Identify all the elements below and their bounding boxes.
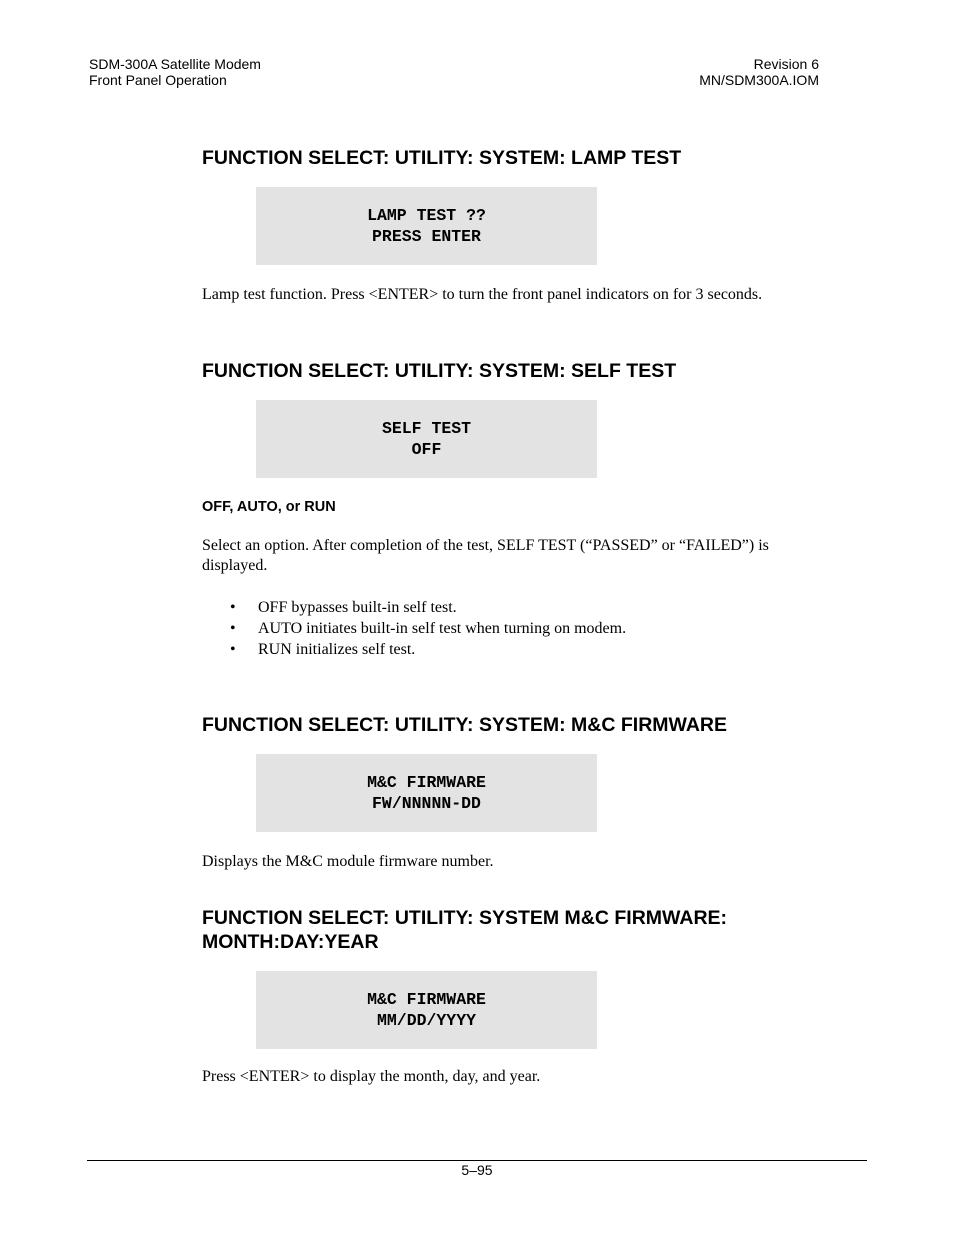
mc-firmware-heading: FUNCTION SELECT: UTILITY: SYSTEM: M&C FIRMWARE [202, 714, 728, 736]
bullet-icon: • [230, 641, 236, 658]
heading-line-2: MONTH:DAY:YEAR [202, 931, 379, 953]
bullet-icon: • [230, 599, 236, 616]
lcd-line-1: M&C FIRMWARE [367, 990, 486, 1009]
page-header-right [699, 56, 819, 88]
lcd-line-1: M&C FIRMWARE [367, 773, 486, 792]
doc-chapter: Front Panel Operation [89, 72, 227, 88]
list-item: • RUN initializes self test. [230, 641, 416, 658]
lcd-line-2: FW/NNNNN-DD [372, 794, 481, 813]
footer-divider [87, 1160, 867, 1161]
self-test-description: Select an option. After completion of the test, SELF TEST (“PASSED” or “FAILED”) is displayed. [202, 537, 769, 574]
list-item: • AUTO initiates built-in self test when turning on modem. [230, 620, 627, 637]
self-test-options-subheading: OFF, AUTO, or RUN [202, 499, 336, 515]
doc-title: SDM-300A Satellite Modem [89, 56, 261, 72]
lamp-test-lcd-display [256, 187, 597, 265]
mc-firmware-date-lcd-display [256, 971, 597, 1049]
lamp-test-heading: FUNCTION SELECT: UTILITY: SYSTEM: LAMP TEST [202, 147, 682, 169]
lcd-line-1: LAMP TEST ?? [367, 206, 486, 225]
doc-revision: Revision 6 [753, 56, 819, 72]
doc-number: MN/SDM300A.IOM [699, 72, 819, 88]
lcd-line-1: SELF TEST [381, 419, 472, 438]
page-number: 5–95 [461, 1162, 493, 1178]
lamp-test-description: Lamp test function. Press <ENTER> to turn the front panel indicators on for 3 seconds. [202, 286, 763, 303]
self-test-heading: FUNCTION SELECT: UTILITY: SYSTEM: SELF TEST [202, 360, 677, 382]
lcd-line-2: MM/DD/YYYY [376, 1011, 477, 1030]
list-item: • OFF bypasses built-in self test. [230, 599, 457, 616]
lcd-line-2: OFF [411, 440, 442, 459]
lcd-line-2: PRESS ENTER [372, 227, 481, 246]
self-test-option-list [202, 597, 626, 660]
mc-firmware-date-description: Press <ENTER> to display the month, day, and year. [202, 1068, 541, 1085]
mc-firmware-date-heading [202, 906, 727, 954]
mc-firmware-lcd-display [256, 754, 597, 832]
page-header-left [89, 56, 261, 88]
heading-line-1: FUNCTION SELECT: UTILITY: SYSTEM M&C FIRMWARE: [202, 907, 728, 929]
mc-firmware-description: Displays the M&C module firmware number. [202, 853, 494, 870]
self-test-lcd-display [256, 400, 597, 478]
bullet-icon: • [230, 620, 236, 637]
